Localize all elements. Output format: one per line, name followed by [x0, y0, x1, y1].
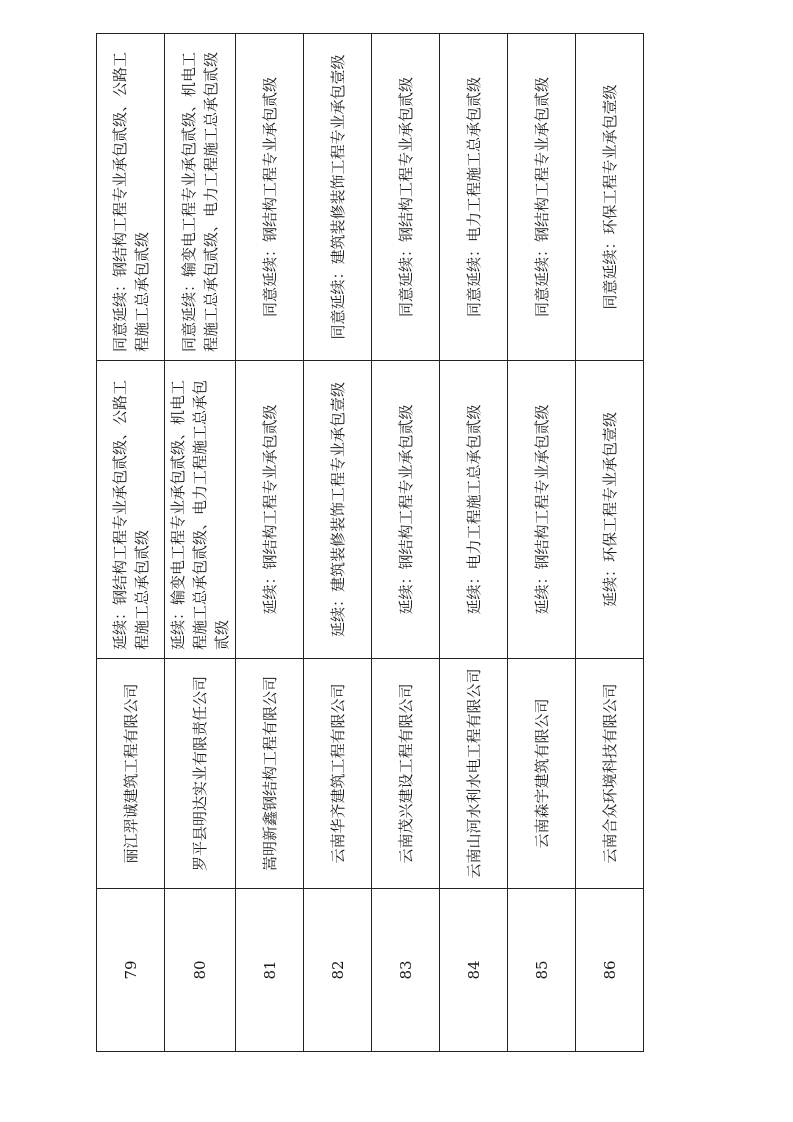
- company-name: 云南华齐建筑工程有限公司: [304, 659, 372, 889]
- application-content: 延续：输变电工程专业承包贰级、机电工程施工总承包贰级、电力工程施工总承包贰级: [165, 361, 236, 659]
- application-content: 延续：钢结构工程专业承包贰级: [508, 361, 576, 659]
- company-name: 云南茂兴建设工程有限公司: [372, 659, 440, 889]
- table-row: [97, 34, 165, 1052]
- table-row: [236, 34, 304, 1052]
- row-number: 79: [97, 889, 165, 1052]
- company-name: 云南山河水利水电工程有限公司: [440, 659, 508, 889]
- review-result: 同意延续：电力工程施工总承包贰级: [440, 34, 508, 361]
- table-row: [372, 34, 440, 1052]
- row-number: 80: [165, 889, 236, 1052]
- row-number: 86: [576, 889, 644, 1052]
- review-result: 同意延续：建筑装修装饰工程专业承包壹级: [304, 34, 372, 361]
- review-result: 同意延续：钢结构工程专业承包贰级、公路工程施工总承包贰级: [97, 34, 165, 361]
- company-name: 丽江羿诚建筑工程有限公司: [97, 659, 165, 889]
- review-result: 同意延续：钢结构工程专业承包贰级: [372, 34, 440, 361]
- application-content: 延续：环保工程专业承包壹级: [576, 361, 644, 659]
- table-row: [508, 34, 576, 1052]
- review-result: 同意延续：环保工程专业承包壹级: [576, 34, 644, 361]
- review-result: 同意延续：输变电工程专业承包贰级、机电工程施工总承包贰级、电力工程施工总承包贰级: [165, 34, 236, 361]
- row-number: 84: [440, 889, 508, 1052]
- review-result: 同意延续：钢结构工程专业承包贰级: [508, 34, 576, 361]
- table-row: [304, 34, 372, 1052]
- application-content: 延续：钢结构工程专业承包贰级: [236, 361, 304, 659]
- application-content: 延续：建筑装修装饰工程专业承包壹级: [304, 361, 372, 659]
- row-number: 85: [508, 889, 576, 1052]
- row-number: 81: [236, 889, 304, 1052]
- application-content: 延续：钢结构工程专业承包贰级、公路工程施工总承包贰级: [97, 361, 165, 659]
- company-name: 云南合众环境科技有限公司: [576, 659, 644, 889]
- row-number: 83: [372, 889, 440, 1052]
- application-content: 延续：电力工程施工总承包贰级: [440, 361, 508, 659]
- row-number: 82: [304, 889, 372, 1052]
- application-content: 延续：钢结构工程专业承包贰级: [372, 361, 440, 659]
- table-row: [576, 34, 644, 1052]
- table-row: [165, 34, 236, 1052]
- review-result: 同意延续：钢结构工程专业承包贰级: [236, 34, 304, 361]
- company-name: 嵩明新鑫钢结构工程有限公司: [236, 659, 304, 889]
- approval-table: [96, 33, 644, 1052]
- company-name: 罗平县明达实业有限责任公司: [165, 659, 236, 889]
- table-row: [440, 34, 508, 1052]
- company-name: 云南森宇建筑有限公司: [508, 659, 576, 889]
